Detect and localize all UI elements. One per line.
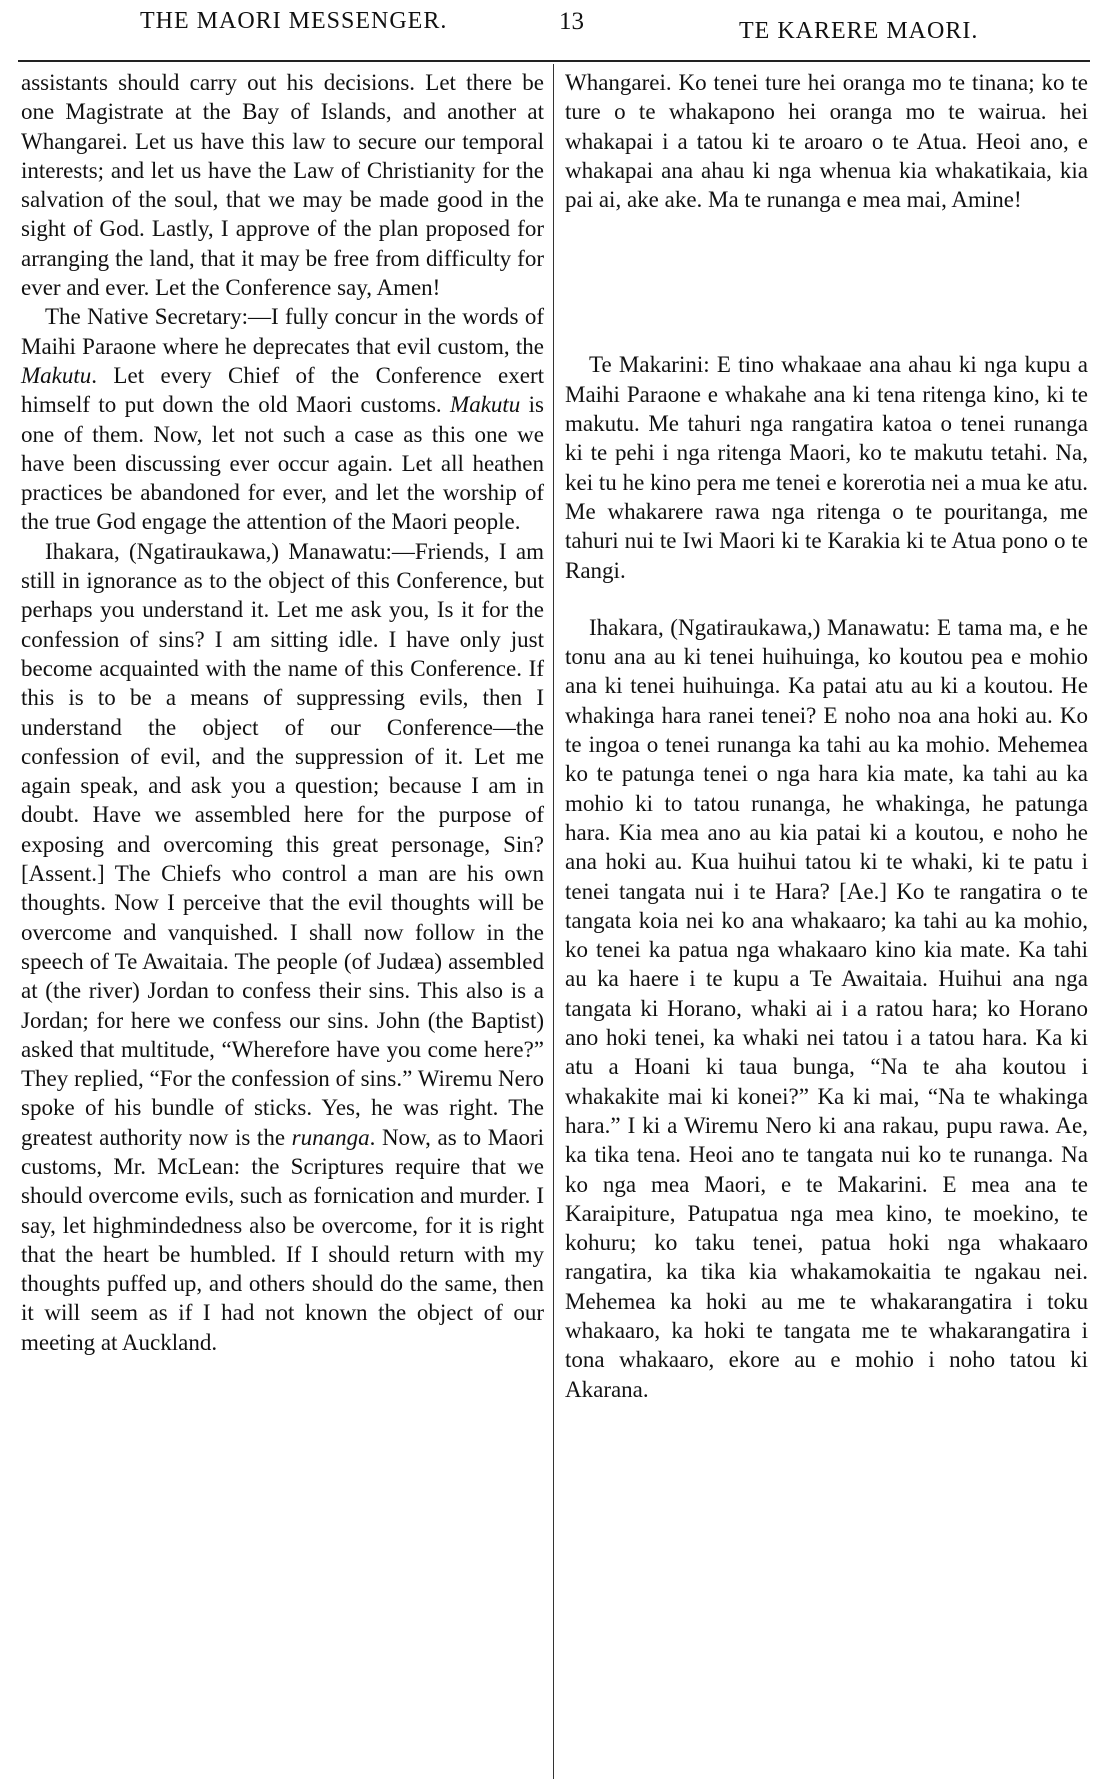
makutu-term: Makutu bbox=[21, 362, 92, 388]
english-paragraph-3 bbox=[21, 537, 544, 1357]
runanga-term: runanga bbox=[291, 1124, 370, 1150]
page-number: 13 bbox=[559, 8, 584, 35]
english-column bbox=[21, 68, 544, 1357]
english-paragraph-2-part-1: The Native Secretary:—I fully concur in the words of Maihi Paraone where he deprecates that evil custom, the bbox=[21, 304, 544, 359]
page-header bbox=[24, 8, 1090, 58]
makutu-term: Makutu bbox=[450, 392, 521, 418]
english-paragraph-2 bbox=[21, 302, 544, 536]
header-rule bbox=[18, 60, 1090, 62]
maori-paragraph-1: Whangarei. Ko tenei ture hei oranga mo te tinana; ko te ture o te whakapono hei oranga mo te wairua. hei whakapai i a tatou ki te aroaro o te Atua. Heoi ano, e whakapai ana ahau ki nga whenua kia whakatikaia, kia pai ai, ake ake. Ma te runanga e mea mai, Amine! bbox=[565, 70, 1088, 213]
header-english-title: THE MAORI MESSENGER. bbox=[140, 8, 448, 34]
english-paragraph-1: assistants should carry out his decisions. Let there be one Magistrate at the Bay of Islands, and another at Whangarei. Let us have this law to secure our temporal interests; and let us have the Law of Christianity for the salvation of the soul, that we may be made good in the sight of God. Lastly, I approve of the plan proposed for arranging the land, that it may be free from difficulty for ever and ever. Let the Conference say, Amen! bbox=[21, 70, 544, 301]
header-maori-title: TE KARERE MAORI. bbox=[739, 18, 979, 44]
english-paragraph-3-part-1: Ihakara, (Ngatiraukawa,) Manawatu:—Friends, I am still in ignorance as to the object of this Conference, but perhaps you understand it. Let me ask you, Is it for the confession of sins? I am sitting idle. I have only just become acquainted with the name of this Conference. If this is to be a means of suppressing evils, then I understand the object of our Conference—the confession of evil, and the suppression of it. Let me again speak, and ask you a question; because I am in doubt. Have we assembled here for the purpose of exposing and overcoming this great personage, Sin? [Assent.] The Chiefs who control a man are his own thoughts. Now I perceive that the evil thoughts will be overcome and vanquished. I shall now follow in the speech of Te Awaitaia. The people (of Judæa) assembled at (the river) Jordan to confess their sins. This also is a Jordan; for here we confess our sins. John (the Baptist) asked that multitude, “Wherefore have you come here?” They replied, “For the confession of sins.” Wiremu Nero spoke of his bundle of sticks. Yes, he was right. The greatest authority now is the bbox=[21, 538, 544, 1150]
english-paragraph-3-part-2: . Now, as to Maori customs, Mr. McLean: the Scriptures require that we should overcome evils, such as fornication and murder. I say, let highmindedness also be overcome, for it is right that the heart be humbled. If I should return with my thoughts puffed up, and others should do the same, then it will seem as if I had not known the object of our meeting at Auckland. bbox=[21, 1124, 545, 1355]
english-paragraph-2-part-3: is one of them. Now, let not such a case as this one we have been discussing ever occur again. Let all heathen practices be abandoned for ever, and let the worship of the true God engage the attention of the Maori people. bbox=[21, 392, 545, 535]
maori-paragraph-3: Ihakara, (Ngatiraukawa,) Manawatu: E tama ma, e he tonu ana au ki tenei huihuinga, ko koutou pea e mohio ana ki tenei huihuinga. Ka patai atu au ki a koutou. He whakinga hara ranei tenei? E noho noa ana hoki au. Ko te ingoa o tenei runanga ka tahi au ka mohio. Mehemea ko te patunga tenei o nga hara kia mate, ka tahi au ka mohio ki to tatou runanga, he whakinga, he patunga hara. Kia mea ano au kia patai ki a koutou, e noho he ana hoki au. Kua huihui tatou ki te whaki, ki te patu i tenei tangata nui i te Hara? [Ae.] Ko te rangatira o te tangata koia nei ko ana whakaaro; ka tahi au ka mohio, ko tenei ka patua nga whakaaro kino kia mate. Ka tahi au ka haere i te kupu a Te Awaitaia. Huihui ana nga tangata ki Horano, whaki ai i a ratou hara; ko Horano ano hoki tenei, ka whaki nei tatou i a tatou hara. Ka ki atu a Hoani ki taua bunga, “Na te aha koutou i whakakite mai ki konei?” Ka ki mai, “Na te whakinga hara.” I ki a Wiremu Nero ki ana rakau, pupu rawa. Ae, ka tika tena. Heoi ano te tangata nui ko te runanga. Na ko nga mea Maori, e te Makarini. E mea ana te Karaipiture, Patupatua nga mea kino, te moekino, te kohuru; ko taku tenei, patua hoki nga whakaaro rangatira, ka tika kia whakamokaitia te ngakau nei. Mehemea ka hoki au me te whakarangatira i toku whakaaro, ka hoki te tangata me te whakarangatira i tona whakaaro, ekore au e mohio i noho tatou ki Akarana. bbox=[565, 614, 1088, 1402]
english-paragraph-2-part-2: . Let every Chief of the Conference exert himself to put down the old Maori customs. bbox=[21, 362, 544, 418]
column-divider bbox=[553, 64, 554, 1779]
maori-paragraph-2: Te Makarini: E tino whakaae ana ahau ki nga kupu a Maihi Paraone e whakahe ana ki tena ritenga kino, ki te makutu. Me tahuri nga rangatira katoa o tenei runanga ki te pehi i nga ritenga Maori, ko te makutu tetahi. Na, kei tu he kino pera me tenei e korerotia nei a mua ke atu. Me whakarere rawa nga ritenga o te pouritanga, me tahuri nui te Iwi Maori ki te Karakia ki te Atua pono o te Rangi. bbox=[565, 352, 1088, 583]
maori-column bbox=[565, 68, 1088, 1404]
